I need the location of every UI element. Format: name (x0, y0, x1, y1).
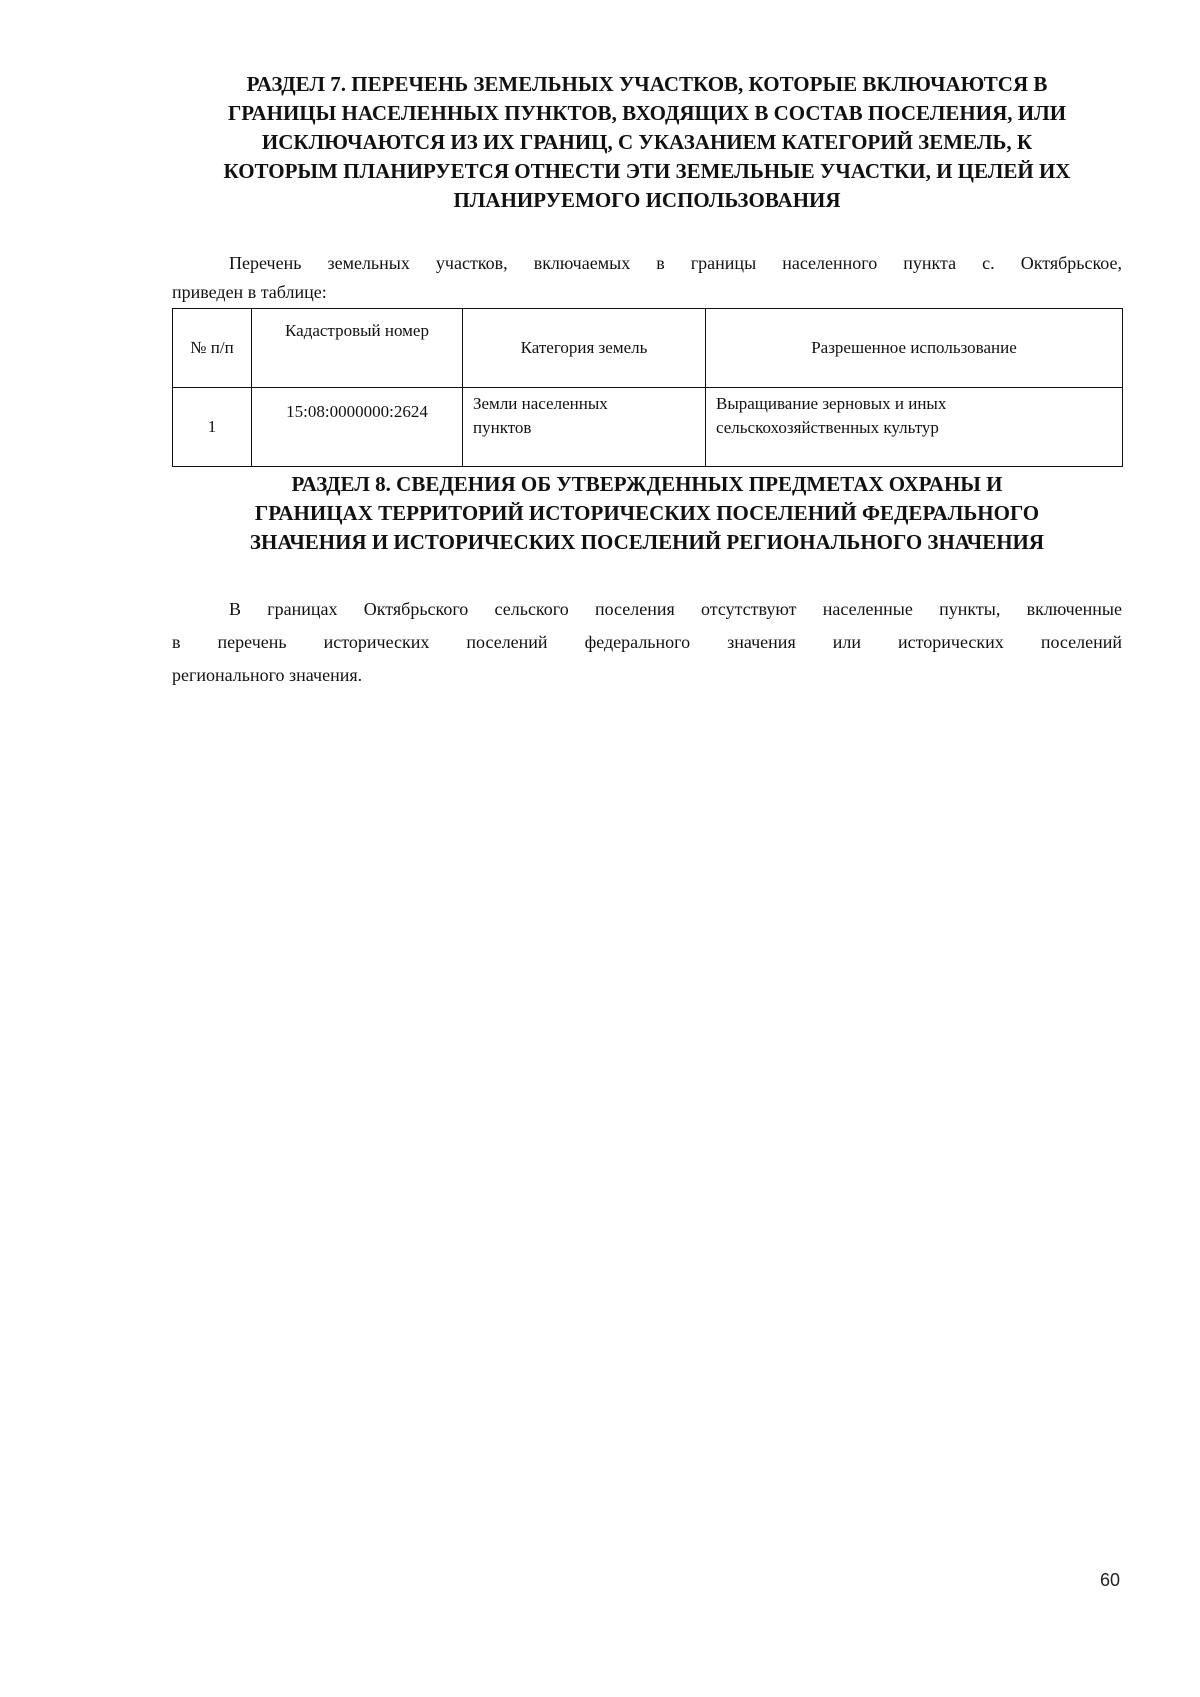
heading-line: РАЗДЕЛ 7. ПЕРЕЧЕНЬ ЗЕМЕЛЬНЫХ УЧАСТКОВ, КОТОРЫЕ ВКЛЮЧАЮТСЯ В (246, 72, 1048, 96)
heading-line: ИСКЛЮЧАЮТСЯ ИЗ ИХ ГРАНИЦ, С УКАЗАНИЕМ КАТЕГОРИЙ ЗЕМЕЛЬ, К (261, 130, 1033, 154)
heading-line: ПЛАНИРУЕМОГО ИСПОЛЬЗОВАНИЯ (453, 188, 841, 212)
heading-line: КОТОРЫМ ПЛАНИРУЕТСЯ ОТНЕСТИ ЭТИ ЗЕМЕЛЬНЫЕ УЧАСТКИ, И ЦЕЛЕЙ ИХ (223, 159, 1071, 183)
paragraph-line: Перечень земельных участков, включаемых в границы населенного пункта с. Октябрьское, (229, 253, 1122, 273)
table-header-row (173, 309, 1123, 388)
cell-cadastral: 15:08:0000000:2624 (252, 388, 463, 467)
heading-line: ЗНАЧЕНИЯ И ИСТОРИЧЕСКИХ ПОСЕЛЕНИЙ РЕГИОНАЛЬНОГО ЗНАЧЕНИЯ (249, 530, 1045, 554)
cell-line: Выращивание зерновых и иных (716, 394, 947, 413)
col-header-category: Категория земель (463, 309, 706, 388)
cell-number: 1 (173, 388, 252, 467)
cell-category (463, 388, 706, 467)
cell-line: пунктов (473, 418, 532, 437)
col-header-cadastral: Кадастровый номер (252, 309, 463, 388)
page-number: 60 (1099, 1570, 1120, 1590)
section-7-heading (172, 70, 1122, 215)
paragraph-line: приведен в таблице: (172, 282, 327, 302)
paragraph-line: регионального значения. (172, 665, 363, 685)
land-plots-table (172, 308, 1123, 467)
paragraph-line: в перечень исторических поселений федерального значения или исторических поселений (172, 632, 1122, 652)
cell-permitted-use (706, 388, 1123, 467)
cell-line: Земли населенных (473, 394, 608, 413)
paragraph-line: В границах Октябрьского сельского поселения отсутствуют населенные пункты, включенные (229, 599, 1122, 619)
section-7-intro (172, 249, 1122, 307)
section-8-heading (172, 470, 1122, 557)
heading-line: РАЗДЕЛ 8. СВЕДЕНИЯ ОБ УТВЕРЖДЕННЫХ ПРЕДМЕТАХ ОХРАНЫ И (291, 472, 1003, 496)
heading-line: ГРАНИЦЫ НАСЕЛЕННЫХ ПУНКТОВ, ВХОДЯЩИХ В СОСТАВ ПОСЕЛЕНИЯ, ИЛИ (227, 101, 1067, 125)
section-8-body (172, 593, 1122, 692)
heading-line: ГРАНИЦАХ ТЕРРИТОРИЙ ИСТОРИЧЕСКИХ ПОСЕЛЕНИЙ ФЕДЕРАЛЬНОГО (254, 501, 1040, 525)
cell-line: сельскохозяйственных культур (716, 418, 939, 437)
col-header-number: № п/п (173, 309, 252, 388)
table-row (173, 388, 1123, 467)
col-header-permitted-use: Разрешенное использование (706, 309, 1123, 388)
